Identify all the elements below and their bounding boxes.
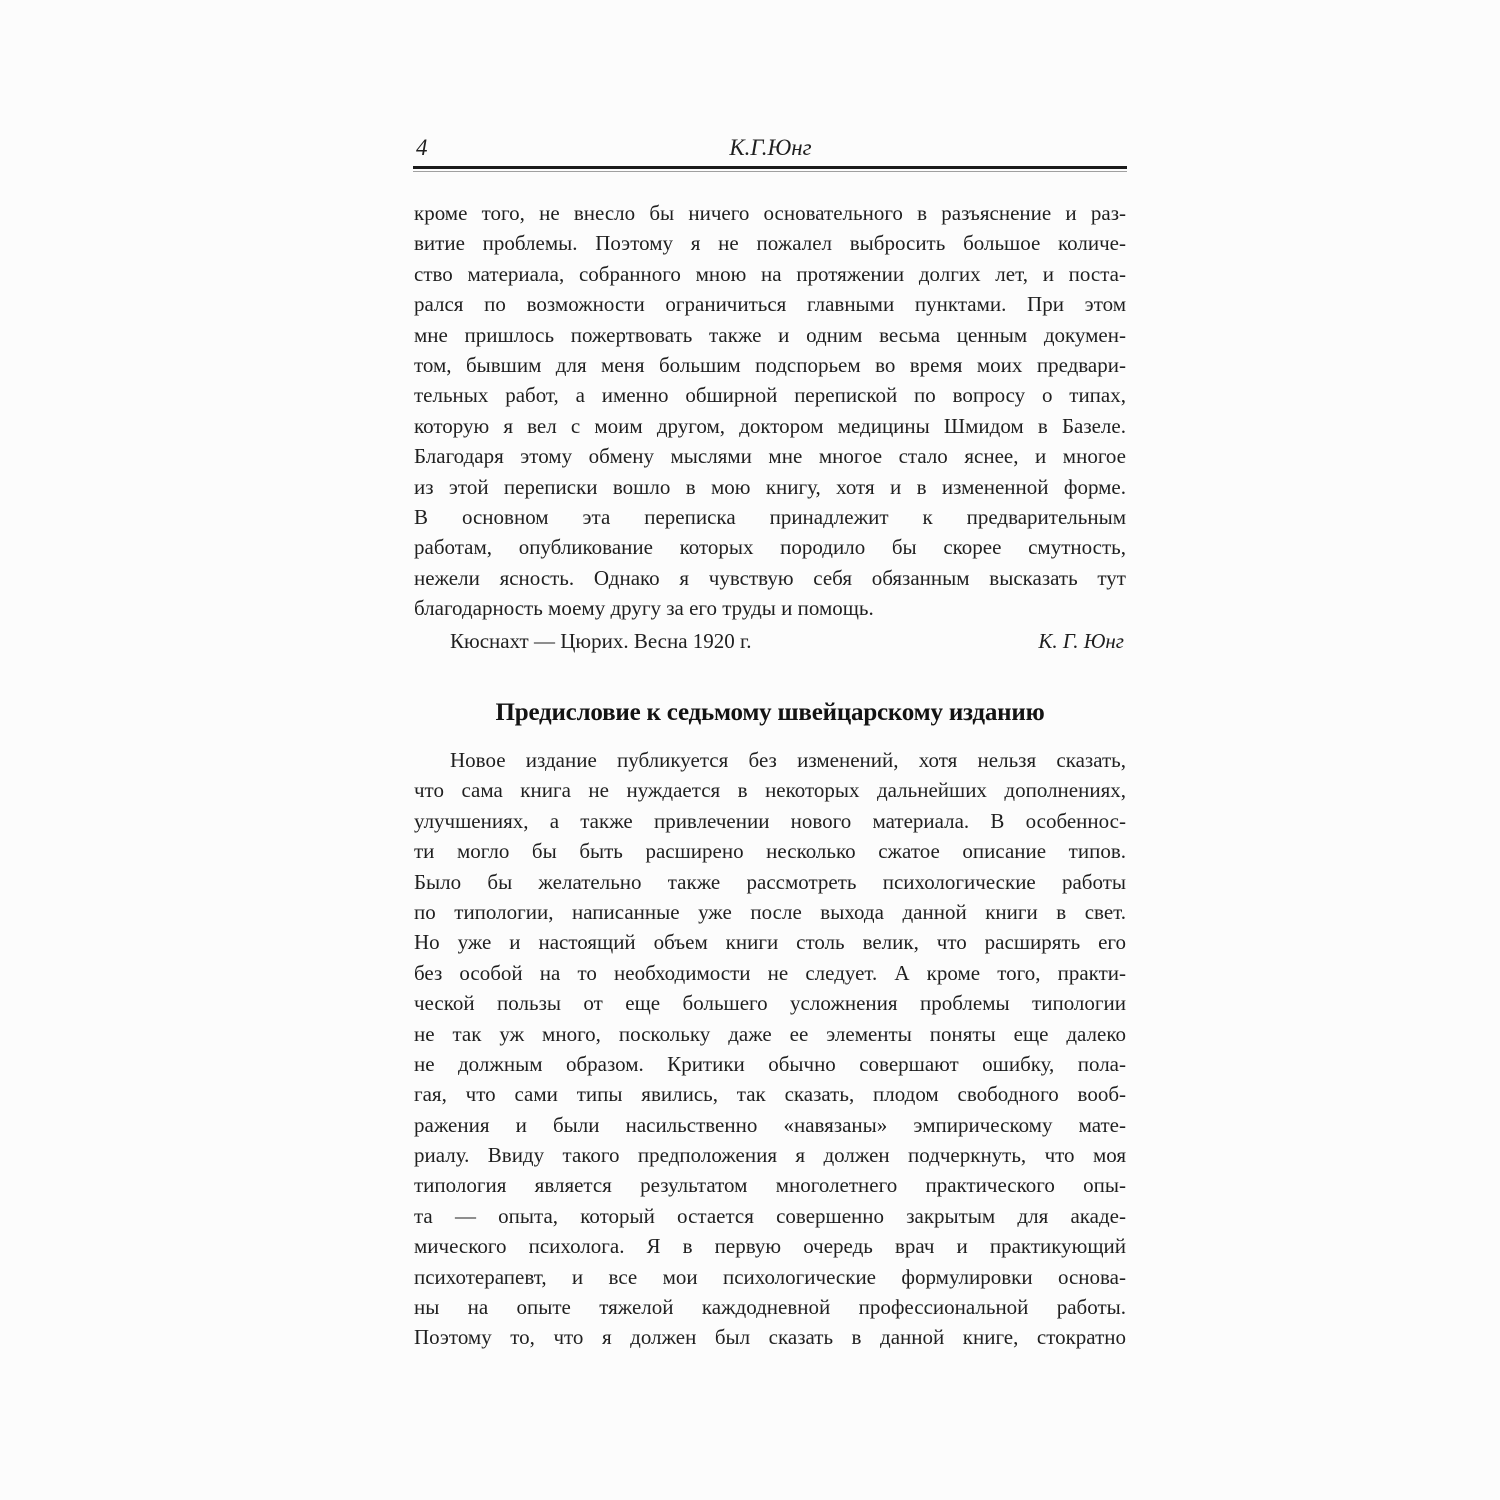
- text-line: том, бывшим для меня большим подспорьем во время моих предвари-: [414, 352, 1126, 377]
- preface-1920-continuation-paragraph: [414, 198, 1126, 623]
- text-line: Но уже и настоящий объем книги столь велик, что расширять его: [414, 930, 1126, 955]
- page-header: [414, 132, 1127, 164]
- section-heading: Предисловие к седьмому швейцарскому изданию: [495, 699, 1045, 726]
- header-rule-thick: [413, 166, 1127, 169]
- text-line: улучшениях, а также привлечении нового материала. В особеннос-: [414, 808, 1126, 833]
- text-line: типология является результатом многолетнего практического опы-: [414, 1173, 1126, 1198]
- text-line: ческой пользы от еще большего усложнения проблемы типологии: [414, 991, 1126, 1016]
- text-line: рался по возможности ограничиться главными пунктами. При этом: [414, 292, 1126, 317]
- text-line: тельных работ, а именно обширной перепиской по вопросу о типах,: [414, 383, 1126, 408]
- text-line: ны на опыте тяжелой каждодневной профессиональной работы.: [414, 1295, 1126, 1320]
- text-line: не должным образом. Критики обычно совершают ошибку, пола-: [414, 1051, 1126, 1076]
- page-number: 4: [416, 135, 428, 160]
- text-line: витие проблемы. Поэтому я не пожалел выбросить большое количе-: [414, 231, 1126, 256]
- text-line: работам, опубликование которых породило бы скорее смутность,: [414, 535, 1126, 560]
- text-line: из этой переписки вошло в мою книгу, хотя и в измененной форме.: [414, 474, 1126, 499]
- text-line: В основном эта переписка принадлежит к предварительным: [414, 504, 1126, 529]
- text-line: риалу. Ввиду такого предположения я должен подчеркнуть, что моя: [414, 1143, 1126, 1168]
- dateline: Кюснахт — Цюрих. Весна 1920 г.: [450, 629, 752, 653]
- text-line: которую я вел с моим другом, доктором медицины Шмидом в Базеле.: [414, 413, 1126, 438]
- text-line: ражения и были насильственно «навязаны» эмпирическому мате-: [414, 1112, 1126, 1137]
- text-line: ти могло бы быть расширено несколько сжатое описание типов.: [414, 839, 1126, 864]
- text-line: Было бы желательно также рассмотреть психологические работы: [414, 869, 1126, 894]
- dateline-row: [414, 626, 1126, 656]
- text-line: ство материала, собранного мною на протяжении долгих лет, и поста-: [414, 261, 1126, 286]
- author-signature: К. Г. Юнг: [1038, 629, 1124, 653]
- text-line: мне пришлось пожертвовать также и одним весьма ценным докумен-: [414, 322, 1126, 347]
- text-line: нежели ясность. Однако я чувствую себя обязанным высказать тут: [414, 565, 1126, 590]
- text-line: по типологии, написанные уже после выхода данной книги в свет.: [414, 899, 1126, 924]
- text-line: что сама книга не нуждается в некоторых дальнейших дополнениях,: [414, 778, 1126, 803]
- text-line: Поэтому то, что я должен был сказать в данной книге, стократно: [414, 1325, 1126, 1350]
- text-line: Благодаря этому обмену мыслями мне многое стало яснее, и многое: [414, 444, 1126, 469]
- text-line: гая, что сами типы явились, так сказать, плодом свободного вооб-: [414, 1082, 1126, 1107]
- text-line: Новое издание публикуется без изменений, хотя нельзя сказать,: [450, 748, 1126, 772]
- text-line: не так уж много, поскольку даже ее элементы поняты еще далеко: [414, 1021, 1126, 1046]
- running-title: К.Г.Юнг: [729, 135, 812, 160]
- text-line: психотерапевт, и все мои психологические формулировки основа-: [414, 1264, 1126, 1289]
- text-line: без особой на то необходимости не следует. А кроме того, практи-: [414, 960, 1126, 985]
- text-line: кроме того, не внесло бы ничего основательного в разъяснение и раз-: [414, 201, 1126, 225]
- text-line: мического психолога. Я в первую очередь врач и практикующий: [414, 1234, 1126, 1259]
- preface-7th-paragraph: [414, 745, 1126, 1353]
- header-rule-thin: [413, 171, 1127, 172]
- text-line: благодарность моему другу за его труды и помощь.: [414, 596, 874, 621]
- text-line: та — опыта, который остается совершенно закрытым для акаде-: [414, 1203, 1126, 1228]
